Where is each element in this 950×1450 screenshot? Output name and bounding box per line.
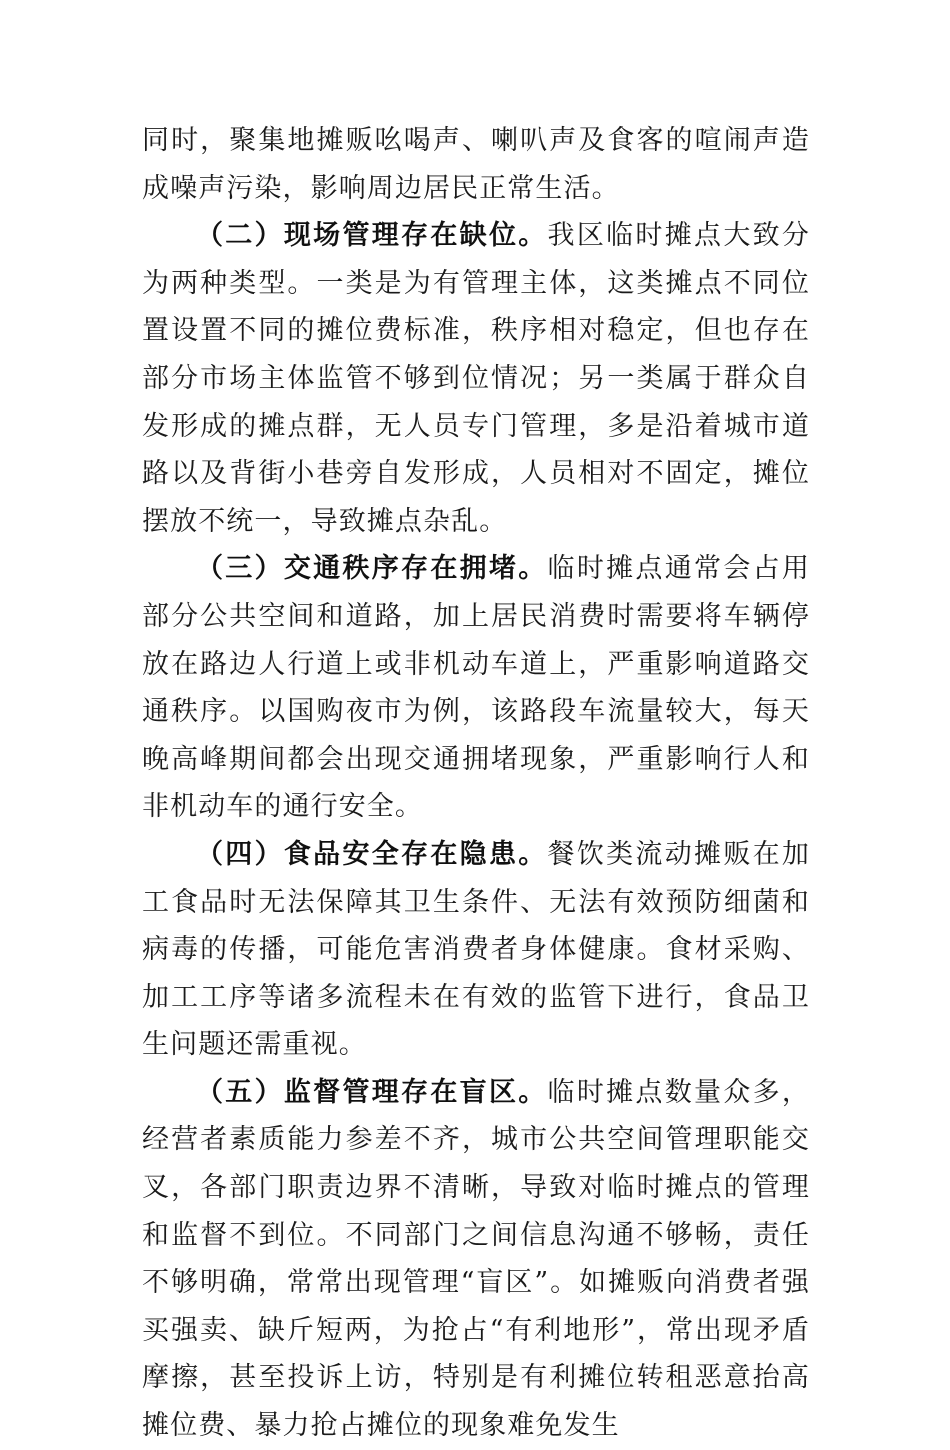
paragraph-section-4 bbox=[142, 831, 810, 1069]
paragraph-text: 我区临时摊点大致分为两种类型。一类是为有管理主体，这类摊点不同位置设置不同的摊位费标准，秩序相对稳定，但也存在部分市场主体监管不够到位情况；另一类属于群众自发形成的摊点群，无人员专门管理，多是沿着城市道路以及背街小巷旁自发形成，人员相对不固定，摊位摆放不统一，导致摊点杂乱。 bbox=[142, 220, 811, 537]
paragraph-text: 临时摊点通常会占用部分公共空间和道路，加上居民消费时需要将车辆停放在路边人行道上或非机动车道上，严重影响道路交通秩序。以国购夜市为例，该路段车流量较大，每天晚高峰期间都会出现交通拥堵现象，严重影响行人和非机动车的通行安全。 bbox=[142, 553, 811, 823]
paragraph-continuation bbox=[142, 117, 810, 212]
document-page bbox=[142, 117, 810, 1450]
section-heading: （三）交通秩序存在拥堵。 bbox=[196, 553, 548, 585]
paragraph-section-5 bbox=[142, 1069, 810, 1450]
section-heading: （四）食品安全存在隐患。 bbox=[196, 838, 548, 870]
section-heading: （二）现场管理存在缺位。 bbox=[196, 220, 548, 252]
paragraph-text: 餐饮类流动摊贩在加工食品时无法保障其卫生条件、无法有效预防细菌和病毒的传播，可能危害消费者身体健康。食材采购、加工工序等诸多流程未在有效的监管下进行，食品卫生问题还需重视。 bbox=[142, 838, 811, 1061]
paragraph-text: 临时摊点数量众多，经营者素质能力参差不齐，城市公共空间管理职能交叉，各部门职责边界不清晰，导致对临时摊点的管理和监督不到位。不同部门之间信息沟通不够畅，责任不够明确，常常出现管理“盲区”。如摊贩向消费者强买强卖、缺斤短两，为抢占“有利地形”，常出现矛盾摩擦，甚至投诉上访，特别是有利摊位转租恶意抬高摊位费、暴力抢占摊位的现象难免发生 bbox=[142, 1076, 811, 1442]
paragraph-text: 同时，聚集地摊贩吆喝声、喇叭声及食客的喧闹声造成噪声污染，影响周边居民正常生活。 bbox=[142, 125, 810, 204]
paragraph-section-2 bbox=[142, 212, 810, 545]
section-heading: （五）监督管理存在盲区。 bbox=[196, 1076, 548, 1108]
paragraph-section-3 bbox=[142, 545, 810, 831]
